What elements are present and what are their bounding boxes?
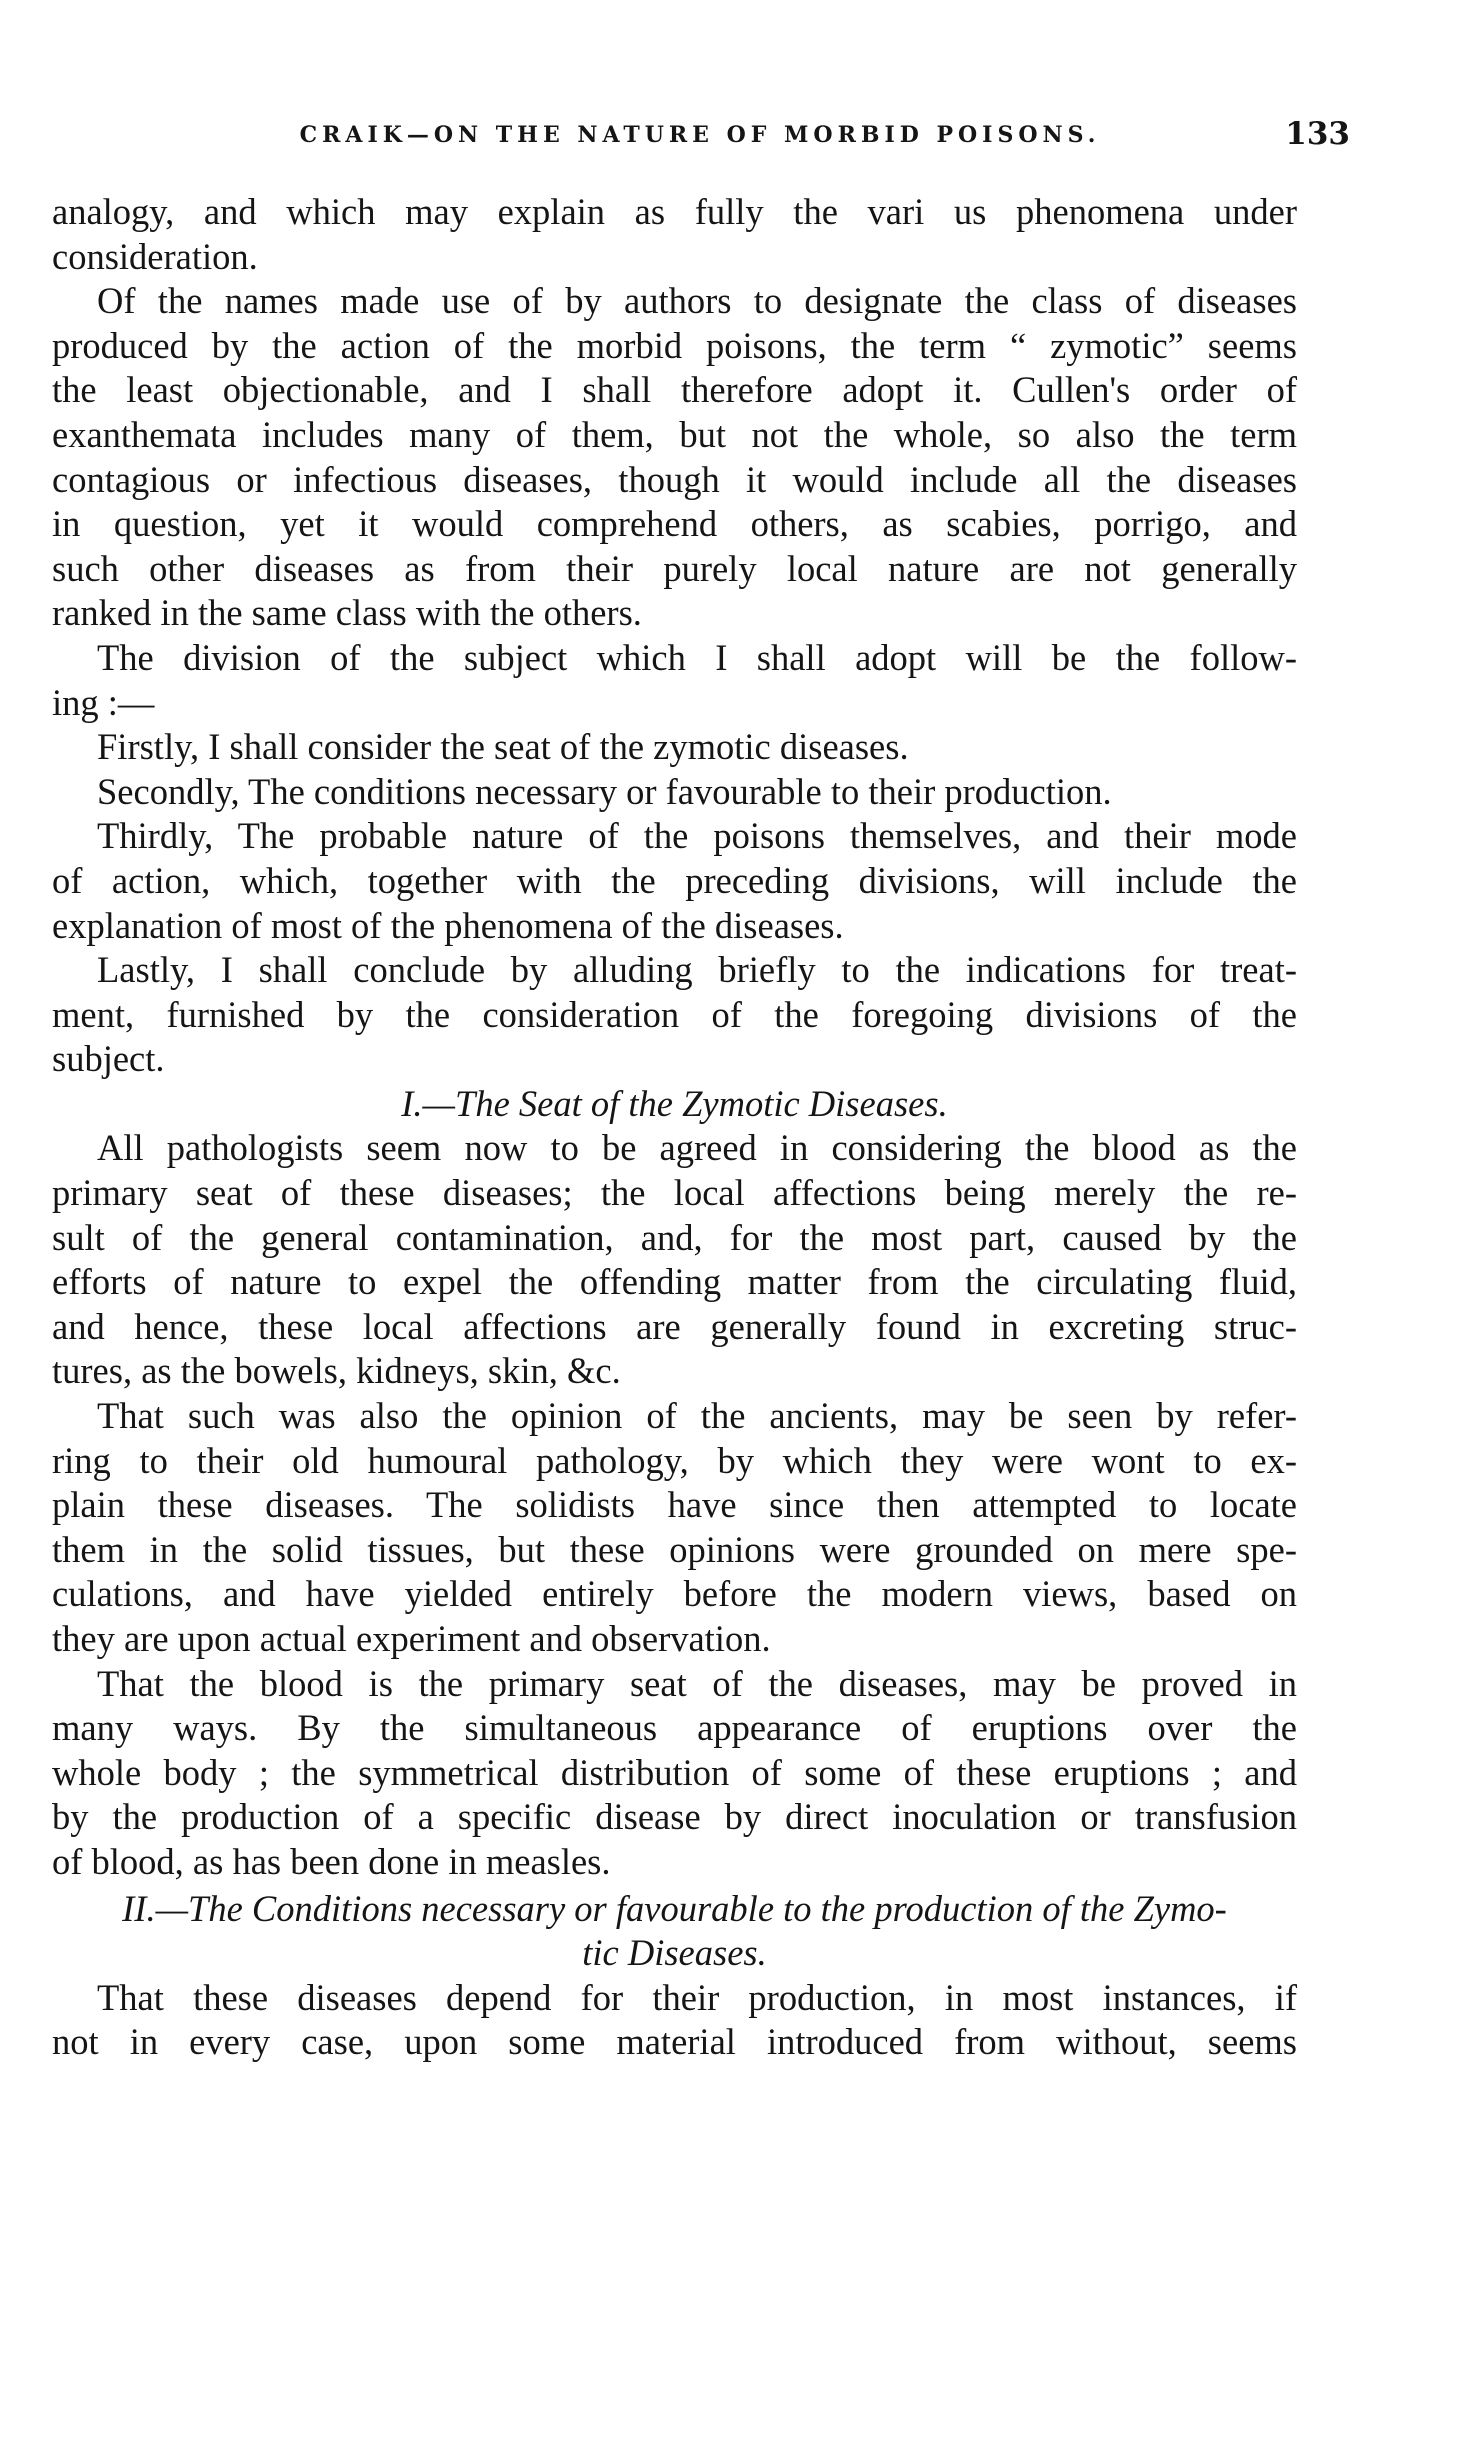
text-line: many ways. By the simultaneous appearance of eruptions over the: [52, 1707, 1297, 1749]
text-line: plain these diseases. The solidists have since then attempted to locate: [52, 1484, 1297, 1526]
text-line: analogy, and which may explain as fully the vari us phenomena under: [52, 191, 1297, 232]
page-header: [50, 116, 1350, 172]
text-line: culations, and have yielded entirely before the modern views, based on: [52, 1573, 1297, 1615]
text-line: Lastly, I shall conclude by alluding briefly to the indications for treat-: [97, 949, 1297, 991]
text-line: That such was also the opinion of the ancients, may be seen by refer-: [97, 1395, 1297, 1437]
page-number: 133: [1285, 116, 1350, 152]
text-line: not in every case, upon some material introduced from without, seems: [52, 2021, 1297, 2063]
section-heading-line: tic Diseases.: [582, 1932, 767, 1974]
text-line: That these diseases depend for their production, in most instances, if: [97, 1976, 1297, 2018]
section-heading-line: I.—The Seat of the Zymotic Diseases.: [401, 1082, 948, 1124]
text-line: The division of the subject which I shall adopt will be the follow-: [97, 636, 1297, 678]
text-line: ment, furnished by the consideration of the foregoing divisions of the: [52, 993, 1297, 1035]
text-line: Of the names made use of by authors to designate the class of diseases: [97, 280, 1297, 322]
text-line: ing :—: [52, 681, 155, 723]
text-line: tures, as the bowels, kidneys, skin, &c.: [52, 1350, 621, 1392]
text-line: such other diseases as from their purely local nature are not generally: [52, 547, 1297, 589]
text-line: That the blood is the primary seat of the diseases, may be proved in: [97, 1662, 1297, 1704]
text-line: by the production of a specific disease by direct inoculation or transfusion: [52, 1796, 1297, 1838]
text-line: ranked in the same class with the others.: [52, 592, 642, 634]
text-line: Secondly, The conditions necessary or favourable to their production.: [97, 770, 1112, 812]
text-line: All pathologists seem now to be agreed in considering the blood as the: [97, 1127, 1297, 1169]
text-line: in question, yet it would comprehend others, as scabies, porrigo, and: [52, 503, 1297, 545]
section-heading-line: II.—The Conditions necessary or favourable to the production of the Zymo-: [122, 1887, 1227, 1929]
text-line: efforts of nature to expel the offending matter from the circulating fluid,: [52, 1261, 1297, 1303]
body-text: [52, 190, 1297, 2065]
text-line: of action, which, together with the preceding divisions, will include the: [52, 859, 1297, 901]
text-line: the least objectionable, and I shall therefore adopt it. Cullen's order of: [52, 369, 1297, 411]
text-line: Firstly, I shall consider the seat of the zymotic diseases.: [97, 726, 909, 768]
text-line: consideration.: [52, 235, 258, 277]
text-line: of blood, as has been done in measles.: [52, 1840, 611, 1882]
text-line: explanation of most of the phenomena of the diseases.: [52, 904, 844, 946]
text-line: produced by the action of the morbid poisons, the term “ zymotic” seems: [52, 324, 1297, 366]
text-line: Thirdly, The probable nature of the poisons themselves, and their mode: [97, 815, 1297, 857]
text-line: whole body ; the symmetrical distribution of some of these eruptions ; and: [52, 1751, 1297, 1793]
text-line: them in the solid tissues, but these opinions were grounded on mere spe-: [52, 1528, 1297, 1570]
text-line: exanthemata includes many of them, but not the whole, so also the term: [52, 413, 1297, 455]
running-head: CRAIK—ON THE NATURE OF MORBID POISONS.: [299, 122, 1101, 148]
text-line: and hence, these local affections are generally found in excreting struc-: [52, 1305, 1297, 1347]
text-line: primary seat of these diseases; the local affections being merely the re-: [52, 1172, 1297, 1214]
text-line: they are upon actual experiment and observation.: [52, 1618, 771, 1659]
text-line: contagious or infectious diseases, though it would include all the diseases: [52, 458, 1297, 500]
text-line: sult of the general contamination, and, for the most part, caused by the: [52, 1216, 1297, 1258]
text-line: ring to their old humoural pathology, by which they were wont to ex-: [52, 1439, 1297, 1481]
text-line: subject.: [52, 1038, 165, 1080]
